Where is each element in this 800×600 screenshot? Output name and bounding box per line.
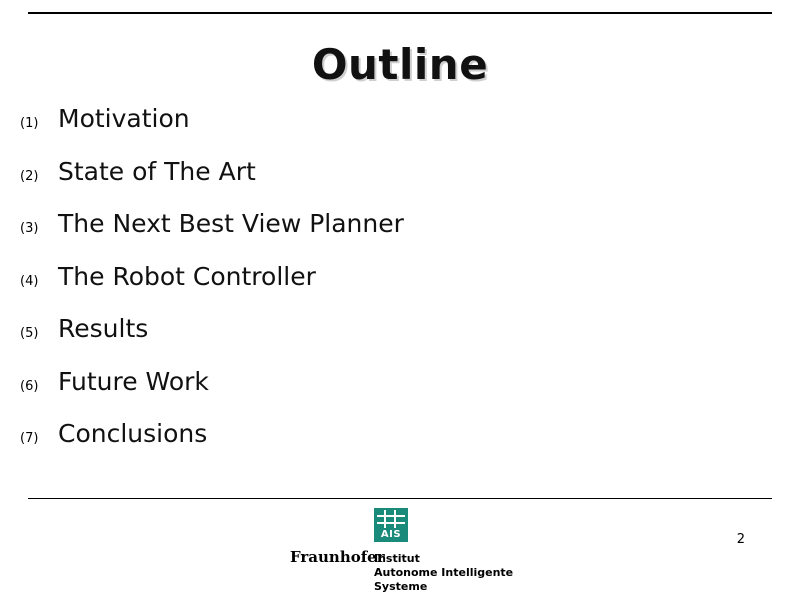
list-item-label: Conclusions	[58, 419, 208, 448]
outline-list	[18, 104, 760, 472]
list-item-number: (4)	[20, 273, 39, 289]
top-divider	[28, 12, 772, 14]
institute-line-2: Autonome Intelligente	[374, 566, 514, 579]
list-item	[18, 157, 760, 210]
list-item-label: State of The Art	[58, 156, 256, 186]
list-item-number: (1)	[20, 116, 39, 131]
fraunhofer-logo	[290, 508, 540, 598]
list-item-number: (6)	[20, 378, 39, 394]
slide-footer	[0, 505, 800, 600]
brand-name: Fraunhofer	[290, 548, 385, 566]
list-item	[18, 314, 760, 367]
list-item-label: The Robot Controller	[58, 261, 316, 291]
list-item-label: Future Work	[58, 366, 209, 396]
institute-name	[374, 552, 513, 594]
list-item	[18, 104, 760, 157]
list-item-number: (5)	[20, 326, 39, 341]
logo-badge-text: AIS	[380, 529, 402, 540]
list-item	[18, 209, 760, 262]
page-number: 2	[736, 532, 745, 547]
list-item-label: The Next Best View Planner	[58, 209, 404, 238]
list-item-number: (3)	[20, 221, 39, 236]
institute-line-1: Institut	[374, 552, 420, 565]
page-title: Outline	[311, 40, 489, 89]
list-item-number: (7)	[20, 431, 39, 446]
ais-logo-icon	[374, 508, 408, 542]
list-item-label: Motivation	[58, 104, 190, 133]
institute-line-3: Systeme	[374, 580, 428, 593]
list-item	[18, 262, 760, 315]
list-item-label: Results	[58, 314, 149, 343]
logo-grid-icon	[374, 508, 408, 530]
bottom-divider	[28, 498, 772, 499]
list-item	[18, 419, 760, 472]
list-item-number: (2)	[20, 168, 39, 184]
list-item	[18, 367, 760, 420]
